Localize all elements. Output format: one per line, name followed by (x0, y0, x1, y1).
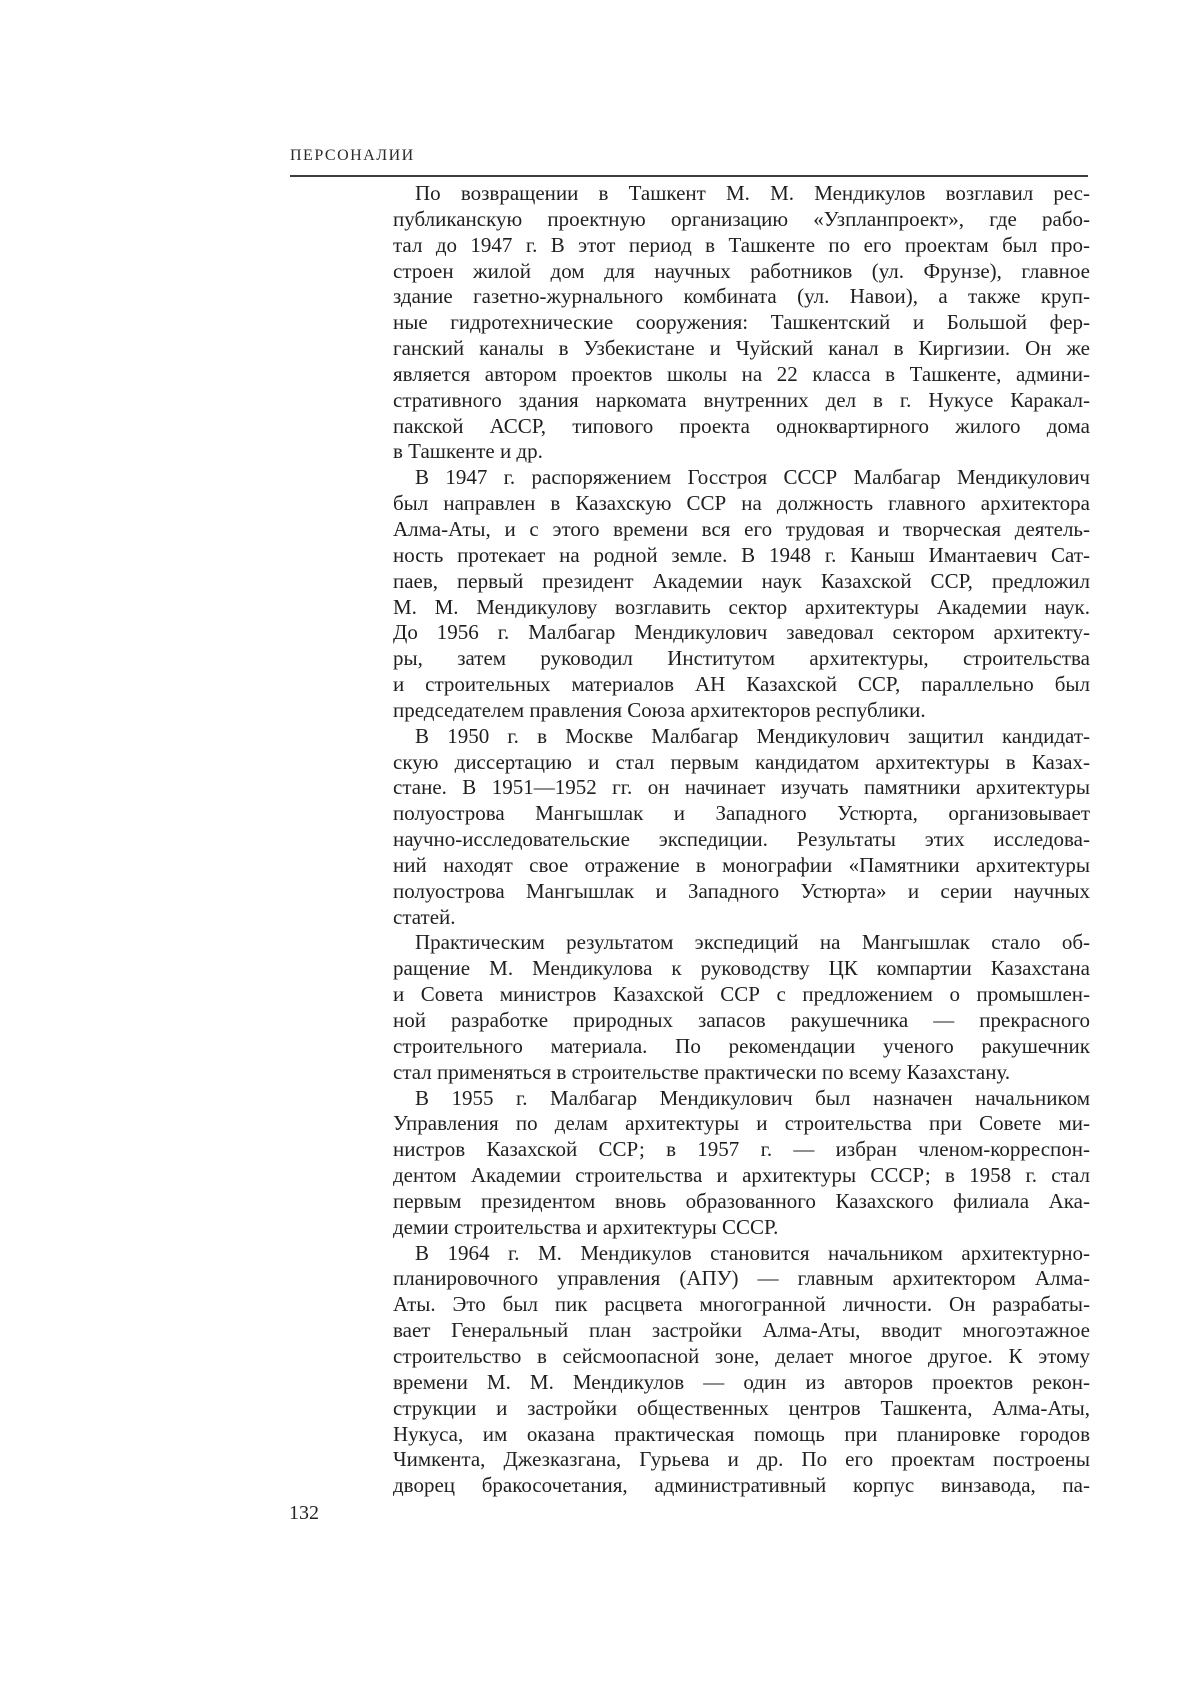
text-line: Управления по делам архитектуры и строительства при Совете ми- (393, 1111, 1090, 1136)
text-line: Нукуса, им оказана практическая помощь при планировке городов (393, 1421, 1090, 1446)
text-line: Аты. Это был пик расцвета многогранной личности. Он разрабаты- (393, 1292, 1090, 1317)
text-line: в Ташкенте и др. (393, 439, 543, 464)
text-line: ной разработке природных запасов ракушечника — прекрасного (393, 1008, 1090, 1032)
text-line: Практическим результатом экспедиций на Мангышлак стало об- (415, 930, 1090, 955)
header-rule (290, 175, 1088, 177)
text-line: демии строительства и архитектуры СССР. (393, 1214, 779, 1239)
text-line: дентом Академии строительства и архитектуры СССР; в 1958 г. стал (393, 1163, 1090, 1188)
text-line: полуострова Мангышлак и Западного Устюрта, организовывает (393, 801, 1090, 826)
text-line: планировочного управления (АПУ) — главным архитектором Алма- (393, 1266, 1090, 1291)
text-line: дворец бракосочетания, административный корпус винзавода, па- (393, 1473, 1090, 1498)
text-line: До 1956 г. Малбагар Мендикулович заведовал сектором архитекту- (393, 620, 1090, 645)
text-line: полуострова Мангышлак и Западного Устюрта» и серии научных (393, 878, 1090, 903)
text-line: паев, первый президент Академии наук Казахской ССР, предложил (393, 568, 1090, 593)
text-line: скую диссертацию и стал первым кандидатом архитектуры в Казах- (393, 749, 1090, 774)
running-header: ПЕРСОНАЛИИ (290, 147, 415, 164)
text-line: стане. В 1951—1952 гг. он начинает изучать памятники архитектуры (393, 775, 1090, 800)
text-line: строительного материала. По рекомендации ученого ракушечник (393, 1033, 1090, 1058)
paragraph (393, 181, 1090, 465)
text-line: публиканскую проектную организацию «Узпланпроект», где рабо- (393, 206, 1090, 231)
text-line: строен жилой дом для научных работников (ул. Фрунзе), главное (393, 258, 1090, 283)
paragraph (393, 1086, 1090, 1241)
body-text (393, 181, 1090, 1499)
paragraph (393, 1241, 1090, 1499)
text-line: Чимкента, Джезказгана, Гурьева и др. По его проектам построены (393, 1447, 1090, 1472)
text-line: В 1950 г. в Москве Малбагар Мендикулович защитил кандидат- (415, 723, 1090, 748)
text-line: ний находят свое отражение в монографии «Памятники архитектуры (393, 852, 1090, 877)
text-line: В 1964 г. М. Мендикулов становится начальником архитектурно- (415, 1240, 1090, 1265)
text-line: струкции и застройки общественных центров Ташкента, Алма-Аты, (393, 1395, 1090, 1420)
text-line: является автором проектов школы на 22 класса в Ташкенте, админи- (393, 361, 1090, 386)
text-line: тал до 1947 г. В этот период в Ташкенте по его проектам был про- (393, 232, 1090, 257)
text-line: стративного здания наркомата внутренних дел в г. Нукусе Каракал- (393, 387, 1090, 412)
text-line: статей. (393, 904, 456, 929)
text-line: В 1955 г. Малбагар Мендикулович был назначен начальником (415, 1085, 1090, 1110)
text-line: ганский каналы в Узбекистане и Чуйский канал в Киргизии. Он же (393, 336, 1090, 361)
text-line: ры, затем руководил Институтом архитектуры, строительства (393, 646, 1090, 671)
text-line: По возвращении в Ташкент М. М. Мендикулов возглавил рес- (415, 181, 1090, 205)
text-line: председателем правления Союза архитекторов республики. (393, 697, 926, 722)
text-line: времени М. М. Мендикулов — один из авторов проектов рекон- (393, 1369, 1090, 1394)
text-line: ные гидротехнические сооружения: Ташкентский и Большой фер- (393, 310, 1090, 335)
text-line: ность протекает на родной земле. В 1948 г. Каныш Имантаевич Сат- (393, 542, 1090, 567)
text-line: здание газетно-журнального комбината (ул. Навои), а также круп- (393, 284, 1090, 309)
text-line: М. М. Мендикулову возглавить сектор архитектуры Академии наук. (393, 594, 1090, 619)
text-line: Алма-Аты, и с этого времени вся его трудовая и творческая деятель- (393, 516, 1090, 541)
text-line: был направлен в Казахскую ССР на должность главного архитектора (393, 491, 1090, 516)
page-number: 132 (289, 1502, 319, 1524)
text-line: нистров Казахской ССР; в 1957 г. — избран членом-корреспон- (393, 1137, 1090, 1162)
paragraph (393, 930, 1090, 1085)
text-line: научно-исследовательские экспедиции. Результаты этих исследова- (393, 827, 1090, 852)
text-line: строительство в сейсмоопасной зоне, делает многое другое. К этому (393, 1343, 1090, 1368)
text-line: пакской АССР, типового проекта одноквартирного жилого дома (393, 413, 1090, 438)
text-line: первым президентом вновь образованного Казахского филиала Ака- (393, 1188, 1090, 1213)
paragraph (393, 465, 1090, 723)
text-line: и Совета министров Казахской ССР с предложением о промышлен- (393, 982, 1090, 1007)
text-line: В 1947 г. распоряжением Госстроя СССР Малбагар Мендикулович (415, 465, 1090, 490)
text-line: и строительных материалов АН Казахской ССР, параллельно был (393, 672, 1090, 697)
paragraph (393, 724, 1090, 931)
text-line: стал применяться в строительстве практически по всему Казахстану. (393, 1059, 1011, 1084)
text-line: ращение М. Мендикулова к руководству ЦК компартии Казахстана (393, 956, 1090, 981)
text-line: вает Генеральный план застройки Алма-Аты, вводит многоэтажное (393, 1318, 1090, 1343)
